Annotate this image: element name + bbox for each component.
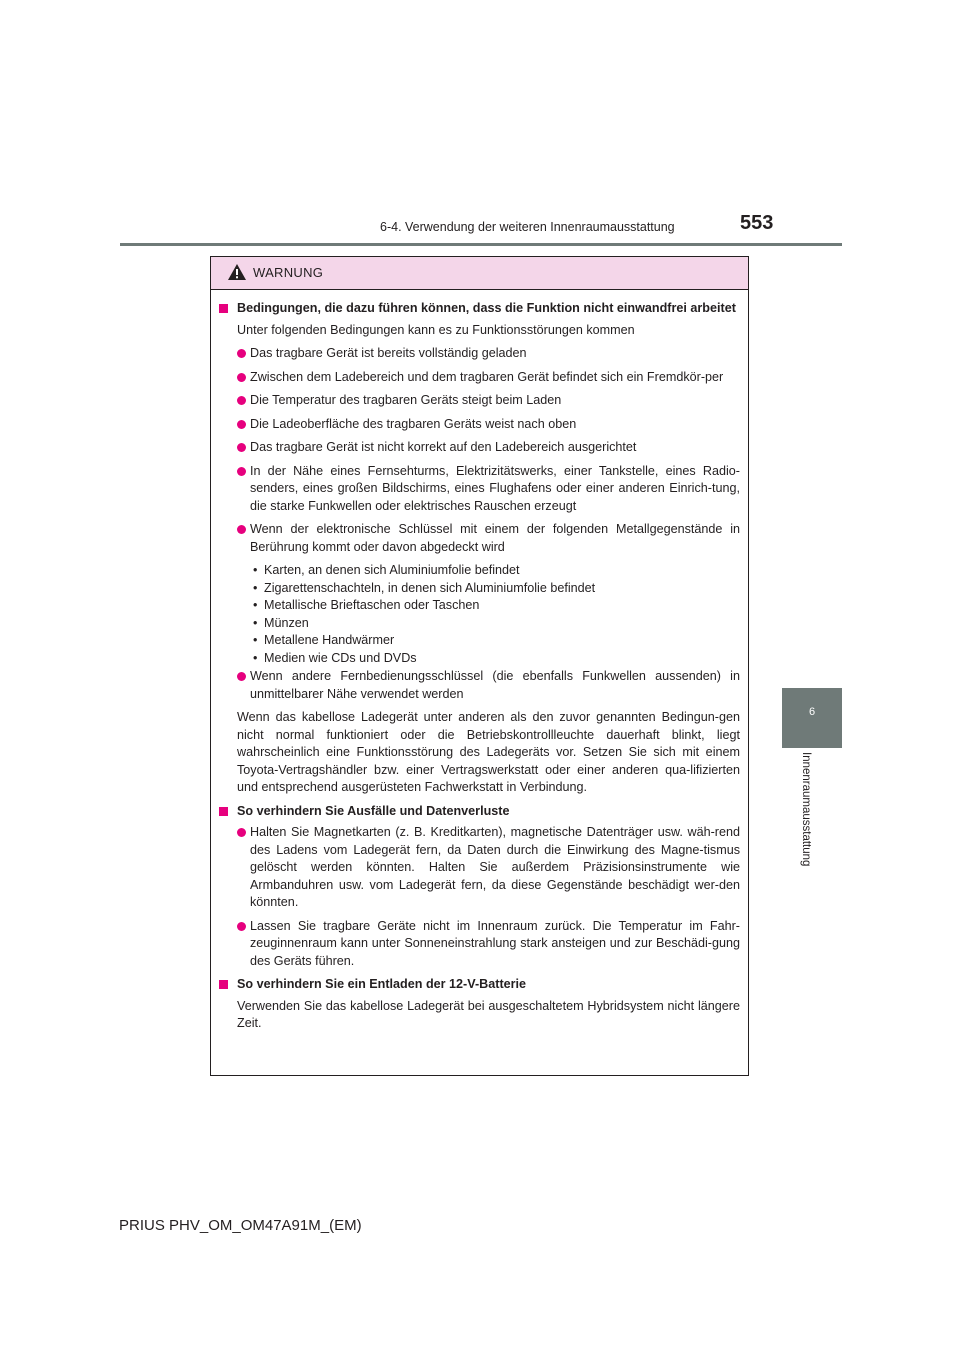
sub-list-item: • Münzen: [253, 615, 309, 630]
paragraph: Unter folgenden Bedingungen kann es zu Funktionsstörungen kommen: [237, 322, 635, 337]
chapter-number: 6: [808, 706, 816, 718]
chapter-label: [747, 752, 877, 882]
circle-bullet-icon: [237, 922, 246, 931]
sub-list-item: • Medien wie CDs und DVDs: [253, 650, 417, 665]
square-bullet-icon: [219, 807, 228, 816]
circle-bullet-icon: [237, 443, 246, 452]
chapter-tab[interactable]: [782, 688, 842, 748]
sub-list: [219, 562, 740, 667]
section-heading: Bedingungen, die dazu führen können, dass die Funktion nicht einwandfrei arbeitet: [219, 300, 740, 318]
list-item: Die Temperatur des tragbaren Geräts steigt beim Laden: [219, 392, 740, 410]
chapter-label-text: Innenraumausstattung: [800, 752, 812, 867]
warning-triangle-icon: [228, 264, 246, 280]
list-item: Lassen Sie tragbare Geräte nicht im Innenraum zurück. Die Temperatur im Fahr-zeuginnenraum kann unter Sonneneinstrahlung stark ansteigen und zur Beschädi-gung des Geräts führen.: [219, 918, 740, 971]
circle-bullet-icon: [237, 396, 246, 405]
circle-bullet-icon: [237, 525, 246, 534]
sub-list-item: • Metallene Handwärmer: [253, 633, 395, 647]
section-title: 6-4. Verwendung der weiteren Innenraumausstattung: [380, 220, 675, 234]
list-item: Halten Sie Magnetkarten (z. B. Kreditkarten), magnetische Datenträger usw. wäh-rend des Ladens vom Ladegerät fern, da Daten durch die Einwirkung des Magne-tismus gelöscht werden könnten. Halten Sie außerdem Präzisionsinstrumente wie Armbanduhren usw. vom Ladegerät fern, da diese Gegenstände beschädigt wer-den könnten.: [219, 824, 740, 912]
circle-bullet-icon: [237, 828, 246, 837]
circle-bullet-icon: [237, 373, 246, 382]
list-item: Wenn andere Fernbedienungsschlüssel (die ebenfalls Funkwellen aussenden) in unmittelbarer Nähe verwendet werden: [219, 668, 740, 703]
warning-header: [211, 257, 748, 290]
sub-list-item: • Karten, an denen sich Aluminiumfolie befindet: [253, 563, 520, 577]
circle-bullet-icon: [237, 467, 246, 476]
section-heading: So verhindern Sie Ausfälle und Datenverluste: [219, 803, 740, 821]
warning-box: [210, 256, 749, 1076]
circle-bullet-icon: [237, 420, 246, 429]
paragraph: Verwenden Sie das kabellose Ladegerät bei ausgeschaltetem Hybridsystem nicht längere Zeit.: [237, 998, 740, 1030]
circle-bullet-icon: [237, 672, 246, 681]
list-item: Das tragbare Gerät ist bereits vollständig geladen: [219, 345, 740, 363]
sub-list-item: • Metallische Brieftaschen oder Taschen: [253, 598, 480, 612]
footer-model-code: PRIUS PHV_OM_OM47A91M_(EM): [119, 1217, 362, 1234]
list-item: Die Ladeoberfläche des tragbaren Geräts weist nach oben: [219, 416, 740, 434]
section-heading: So verhindern Sie ein Entladen der 12-V-Batterie: [219, 976, 740, 994]
list-item: In der Nähe eines Fernsehturms, Elektrizitätswerks, einer Tankstelle, eines Radio-senders, eines großen Bildschirms, eines Flughafens oder einer anderen Einrich-tung, die starke Funkwellen oder elektrisches Rauschen erzeugt: [219, 463, 740, 516]
page-number: 553: [740, 212, 774, 234]
square-bullet-icon: [219, 980, 228, 989]
list-item: Wenn der elektronische Schlüssel mit einem der folgenden Metallgegenstände in Berührung kommt oder davon abgedeckt wird: [219, 521, 740, 556]
paragraph: Wenn das kabellose Ladegerät unter anderen als den zuvor genannten Bedingun-gen nicht normal funktioniert oder die Betriebskontrollleuchte dauerhaft blinkt, liegt wahrscheinlich eine Funktionsstörung des Ladegeräts vor. Setzen Sie sich mit einem Toyota-Vertragshändler bzw. einer Vertragswerkstatt oder einer anderen qua-lifizierten und entsprechend ausgerüsteten Fachwerkstatt in Verbindung.: [237, 710, 740, 794]
list-item: Das tragbare Gerät ist nicht korrekt auf den Ladebereich ausgerichtet: [219, 439, 740, 457]
list-item: Zwischen dem Ladebereich und dem tragbaren Gerät befindet sich ein Fremdkör-per: [219, 369, 740, 387]
sub-list-item: • Zigarettenschachteln, in denen sich Aluminiumfolie befindet: [253, 580, 596, 595]
warning-body: [211, 290, 748, 1033]
header-rule: [120, 243, 842, 246]
circle-bullet-icon: [237, 349, 246, 358]
warning-title: WARNUNG: [253, 265, 324, 280]
square-bullet-icon: [219, 304, 228, 313]
